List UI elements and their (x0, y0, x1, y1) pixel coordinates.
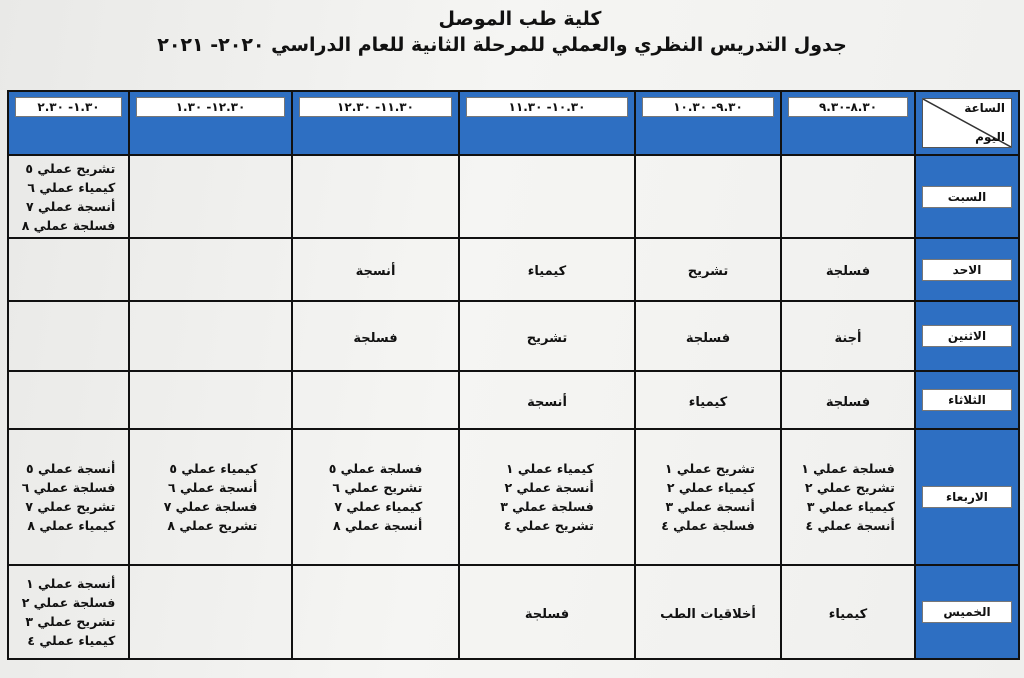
lab-entry: كيمياء عملي ٣ (806, 499, 895, 514)
day-name: الثلاثاء (922, 389, 1012, 411)
time-label: ٨.٣٠-٩.٣٠ (788, 97, 908, 117)
row-saturday (8, 155, 1019, 238)
row-wednesday (8, 429, 1019, 565)
lab-entry: تشريح عملي ٤ (503, 518, 594, 533)
lab-entry: كيمياء عملي ٦ (27, 179, 116, 195)
day-cell (915, 301, 1019, 371)
schedule-cell (781, 301, 915, 371)
lab-entry: تشريح عملي ٦ (332, 480, 423, 495)
schedule-cell (459, 301, 635, 371)
day-cell (915, 238, 1019, 301)
time-header (292, 91, 459, 155)
schedule-cell (781, 429, 915, 565)
time-header (129, 91, 292, 155)
lab-entry: أنسجة عملي ٧ (25, 198, 116, 214)
lab-list (329, 459, 423, 535)
time-label: ٩.٣٠- ١٠.٣٠ (642, 97, 774, 117)
lab-entry: أنسجة عملي ٣ (665, 499, 755, 514)
lab-entry: كيمياء عملي ٨ (27, 518, 116, 533)
schedule-cell (8, 301, 129, 371)
row-sunday (8, 238, 1019, 301)
lab-entry: فسلجة عملي ٨ (21, 217, 116, 233)
day-cell (915, 371, 1019, 429)
schedule-cell (8, 565, 129, 659)
corner-cell (915, 91, 1019, 155)
schedule-cell (781, 155, 915, 238)
row-tuesday (8, 371, 1019, 429)
schedule-cell (781, 238, 915, 301)
lab-entry: أنسجة عملي ٨ (332, 518, 423, 533)
schedule-cell (8, 429, 129, 565)
subject: أخلاقيات الطب (660, 606, 756, 622)
time-label: ١٠.٣٠- ١١.٣٠ (466, 97, 628, 117)
subject: تشريح (526, 330, 568, 346)
schedule-cell (129, 371, 292, 429)
time-header (8, 91, 129, 155)
lab-list (801, 459, 895, 535)
schedule-cell (459, 565, 635, 659)
subject: فسلجة (825, 264, 871, 279)
subject: فسلجة (685, 330, 731, 346)
subject: كيمياء (688, 394, 728, 410)
schedule-cell (8, 155, 129, 238)
hour-label: الساعة (964, 101, 1005, 115)
lab-entry: كيمياء عملي ٧ (334, 499, 423, 514)
day-name: الاحد (922, 259, 1012, 281)
subject: كيمياء (527, 264, 567, 279)
day-cell (915, 429, 1019, 565)
row-monday (8, 301, 1019, 371)
schedule-cell (129, 301, 292, 371)
schedule-cell (459, 238, 635, 301)
header-row (8, 91, 1019, 155)
lab-list (22, 459, 116, 535)
lab-entry: كيمياء عملي ٢ (666, 480, 755, 495)
subject: أجنة (834, 330, 862, 346)
day-name: السبت (922, 186, 1012, 208)
subject: أنسجة (527, 394, 567, 410)
schedule-cell (292, 371, 459, 429)
schedule-cell (292, 301, 459, 371)
schedule-cell (129, 155, 292, 238)
lab-entry: فسلجة عملي ٥ (328, 461, 423, 476)
schedule-cell (459, 429, 635, 565)
college-title: كلية طب الموصل (438, 8, 602, 30)
lab-entry: فسلجة عملي ٦ (21, 480, 116, 495)
day-name: الاربعاء (922, 486, 1012, 508)
lab-list (164, 459, 258, 535)
lab-entry: تشريح عملي ٥ (25, 160, 116, 176)
lab-entry: تشريح عملي ١ (664, 461, 755, 476)
schedule-cell (292, 155, 459, 238)
lab-entry: تشريح عملي ٧ (25, 499, 116, 514)
subject: فسلجة (524, 606, 570, 622)
lab-entry: فسلجة عملي ٧ (163, 499, 258, 514)
schedule-cell (8, 238, 129, 301)
subject: فسلجة (353, 330, 398, 346)
day-cell (915, 565, 1019, 659)
schedule-cell (292, 429, 459, 565)
schedule-cell (459, 155, 635, 238)
time-label: ١.٣٠- ٢.٣٠ (15, 97, 122, 117)
schedule-cell (292, 565, 459, 659)
day-name: الاثنين (922, 325, 1012, 347)
lab-entry: تشريح عملي ٢ (804, 480, 895, 495)
lab-entry: فسلجة عملي ١ (801, 461, 895, 476)
lab-list (22, 574, 116, 650)
day-name: الخميس (922, 601, 1012, 623)
time-label: ١١.٣٠- ١٢.٣٠ (299, 97, 452, 117)
time-header (635, 91, 781, 155)
schedule-cell (129, 429, 292, 565)
lab-entry: كيمياء عملي ١ (505, 461, 594, 476)
lab-entry: أنسجة عملي ٢ (504, 480, 594, 495)
schedule-cell (781, 565, 915, 659)
subject: كيمياء (828, 606, 868, 622)
subject: أنسجة (355, 264, 396, 279)
lab-entry: كيمياء عملي ٤ (27, 633, 116, 648)
lab-list (500, 459, 594, 535)
lab-list (22, 159, 116, 235)
time-header (459, 91, 635, 155)
schedule-cell (8, 371, 129, 429)
lab-entry: فسلجة عملي ٢ (21, 595, 116, 610)
schedule-cell (459, 371, 635, 429)
schedule-cell (129, 238, 292, 301)
schedule-title: جدول التدريس النظري والعملي للمرحلة الثانية للعام الدراسي ٢٠٢٠- ٢٠٢١ (157, 34, 847, 56)
subject: فسلجة (825, 394, 871, 410)
schedule-cell (635, 238, 781, 301)
lab-entry: أنسجة عملي ٥ (25, 461, 116, 476)
lab-entry: فسلجة عملي ٤ (661, 518, 755, 533)
lab-entry: فسلجة عملي ٣ (500, 499, 594, 514)
subject: تشريح (687, 264, 729, 279)
day-label: اليوم (975, 130, 1005, 144)
lab-entry: أنسجة عملي ٤ (805, 518, 895, 533)
lab-entry: أنسجة عملي ١ (25, 576, 116, 591)
row-thursday (8, 565, 1019, 659)
schedule-cell (635, 371, 781, 429)
lab-entry: تشريح عملي ٣ (25, 614, 116, 629)
lab-entry: أنسجة عملي ٦ (167, 480, 258, 495)
schedule-cell (129, 565, 292, 659)
schedule-cell (292, 238, 459, 301)
schedule-table (7, 90, 1020, 660)
time-label: ١٢.٣٠- ١.٣٠ (136, 97, 285, 117)
schedule-cell (635, 301, 781, 371)
time-header (781, 91, 915, 155)
schedule-cell (635, 429, 781, 565)
schedule-cell (781, 371, 915, 429)
schedule-cell (635, 155, 781, 238)
lab-entry: كيمياء عملي ٥ (169, 461, 258, 476)
day-cell (915, 155, 1019, 238)
lab-entry: تشريح عملي ٨ (167, 518, 258, 533)
schedule-cell (635, 565, 781, 659)
lab-list (661, 459, 755, 535)
